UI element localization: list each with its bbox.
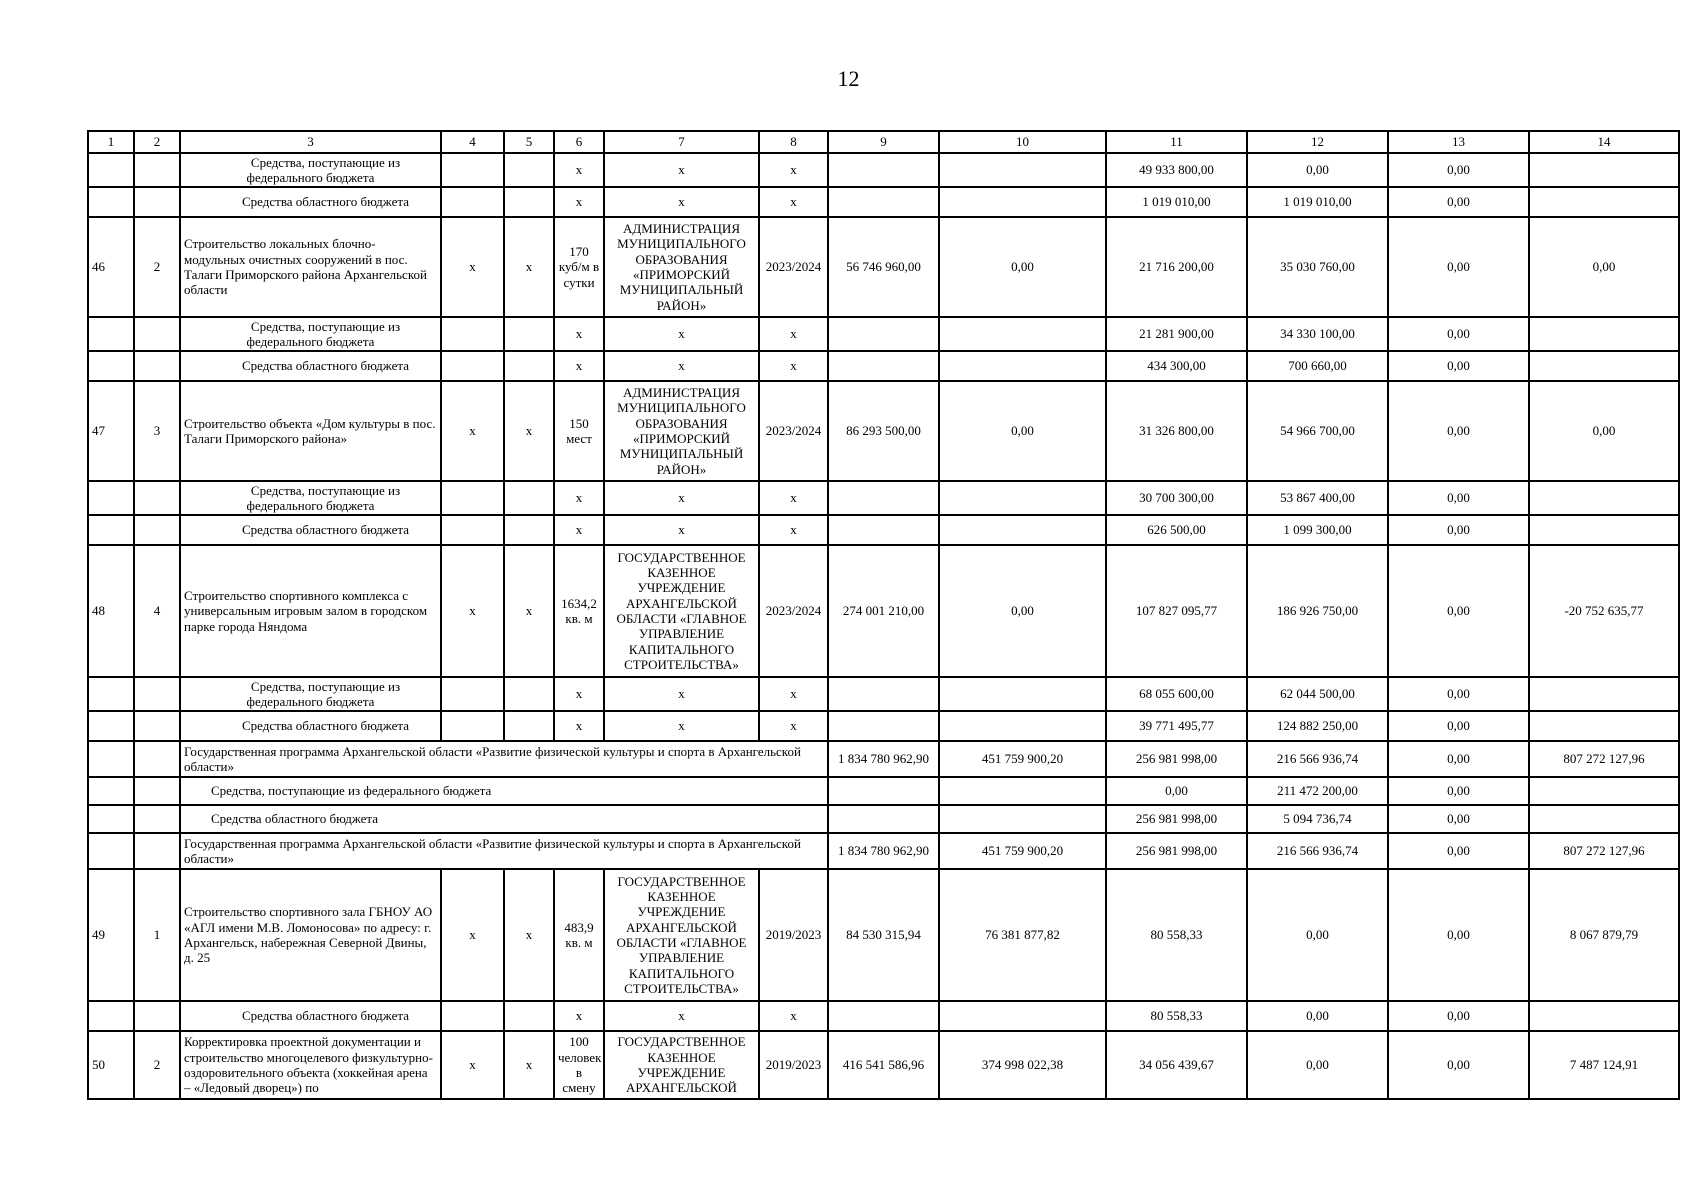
table-row (88, 187, 1679, 217)
cell-col-9: 416 541 586,96 (828, 1031, 939, 1099)
table-row (88, 217, 1679, 317)
object-name: Строительство объекта «Дом культуры в пос. Талаги Приморского района» (180, 381, 441, 481)
cell-col-4 (441, 711, 504, 741)
cell-col-2 (134, 711, 180, 741)
cell-col-14: 0,00 (1529, 381, 1679, 481)
cell-col-7: х (604, 1001, 759, 1031)
cell-col-14: -20 752 635,77 (1529, 545, 1679, 677)
cell-col-10 (939, 317, 1106, 351)
cell-col-13: 0,00 (1388, 1031, 1529, 1099)
table-row (88, 777, 1679, 805)
cell-col-5 (504, 677, 554, 711)
column-header-6: 6 (554, 131, 604, 153)
cell-col-13: 0,00 (1388, 777, 1529, 805)
cell-col-14: 8 067 879,79 (1529, 869, 1679, 1001)
cell-col-1 (88, 187, 134, 217)
cell-col-13: 0,00 (1388, 869, 1529, 1001)
cell-col-2 (134, 515, 180, 545)
cell-col-13: 0,00 (1388, 217, 1529, 317)
cell-col-5 (504, 711, 554, 741)
cell-col-9: 1 834 780 962,90 (828, 833, 939, 869)
cell-col-2 (134, 317, 180, 351)
table-row (88, 351, 1679, 381)
program-title: Государственная программа Архангельской области «Развитие физической культуры и спорта в Архангельской области» (180, 833, 828, 869)
cell-col-1 (88, 777, 134, 805)
cell-col-2 (134, 777, 180, 805)
cell-col-10: 451 759 900,20 (939, 833, 1106, 869)
cell-col-6: х (554, 515, 604, 545)
column-header-7: 7 (604, 131, 759, 153)
cell-col-4 (441, 153, 504, 187)
cell-col-11: 30 700 300,00 (1106, 481, 1247, 515)
cell-col-7: ГОСУДАРСТВЕННОЕ КАЗЕННОЕ УЧРЕЖДЕНИЕ АРХАНГЕЛЬСКОЙ ОБЛАСТИ «ГЛАВНОЕ УПРАВЛЕНИЕ КАПИТАЛЬНОГО СТРОИТЕЛЬСТВА» (604, 869, 759, 1001)
cell-col-12: 186 926 750,00 (1247, 545, 1388, 677)
cell-col-2: 2 (134, 1031, 180, 1099)
cell-col-2: 3 (134, 381, 180, 481)
cell-col-12: 124 882 250,00 (1247, 711, 1388, 741)
funding-source-label: Средства, поступающие из федерального бюджета (180, 677, 441, 711)
cell-col-7: х (604, 153, 759, 187)
cell-col-8: х (759, 153, 828, 187)
cell-col-5 (504, 187, 554, 217)
table-row (88, 481, 1679, 515)
cell-col-5 (504, 515, 554, 545)
cell-col-14 (1529, 481, 1679, 515)
cell-col-10: 0,00 (939, 545, 1106, 677)
cell-col-7: х (604, 481, 759, 515)
cell-col-1: 48 (88, 545, 134, 677)
cell-col-2 (134, 677, 180, 711)
cell-col-8: х (759, 711, 828, 741)
cell-col-1 (88, 317, 134, 351)
table-row (88, 1031, 1679, 1099)
cell-col-2 (134, 481, 180, 515)
cell-col-5 (504, 1001, 554, 1031)
table-row (88, 545, 1679, 677)
cell-col-14: 7 487 124,91 (1529, 1031, 1679, 1099)
column-header-10: 10 (939, 131, 1106, 153)
cell-col-13: 0,00 (1388, 545, 1529, 677)
table-row (88, 869, 1679, 1001)
cell-col-12: 216 566 936,74 (1247, 833, 1388, 869)
cell-col-4 (441, 187, 504, 217)
cell-col-9 (828, 777, 939, 805)
cell-col-8: х (759, 677, 828, 711)
program-title: Государственная программа Архангельской области «Развитие физической культуры и спорта в Архангельской области» (180, 741, 828, 777)
cell-col-13: 0,00 (1388, 677, 1529, 711)
cell-col-6: х (554, 317, 604, 351)
table-row (88, 711, 1679, 741)
object-name: Корректировка проектной документации и строительство многоцелевого физкультурно-оздоровительного объекта (хоккейная арена – «Ледовый дворец») по (180, 1031, 441, 1099)
cell-col-11: 31 326 800,00 (1106, 381, 1247, 481)
table-row (88, 741, 1679, 777)
cell-col-11: 34 056 439,67 (1106, 1031, 1247, 1099)
cell-col-10: 76 381 877,82 (939, 869, 1106, 1001)
cell-col-4 (441, 677, 504, 711)
cell-col-5 (504, 351, 554, 381)
cell-col-9 (828, 805, 939, 833)
cell-col-5: х (504, 1031, 554, 1099)
cell-col-13: 0,00 (1388, 481, 1529, 515)
table-row (88, 805, 1679, 833)
cell-col-7: ГОСУДАРСТВЕННОЕ КАЗЕННОЕ УЧРЕЖДЕНИЕ АРХАНГЕЛЬСКОЙ ОБЛАСТИ «ГЛАВНОЕ УПРАВЛЕНИЕ КАПИТАЛЬНОГО СТРОИТЕЛЬСТВА» (604, 545, 759, 677)
cell-col-9: 1 834 780 962,90 (828, 741, 939, 777)
column-header-13: 13 (1388, 131, 1529, 153)
table-row (88, 153, 1679, 187)
column-header-3: 3 (180, 131, 441, 153)
table-row (88, 515, 1679, 545)
cell-col-14: 0,00 (1529, 217, 1679, 317)
cell-col-8: 2019/2023 (759, 1031, 828, 1099)
table-row (88, 833, 1679, 869)
cell-col-8: 2023/2024 (759, 217, 828, 317)
cell-col-10: 0,00 (939, 217, 1106, 317)
cell-col-8: 2023/2024 (759, 381, 828, 481)
funding-source-label: Средства, поступающие из федерального бюджета (180, 777, 828, 805)
cell-col-13: 0,00 (1388, 833, 1529, 869)
cell-col-2: 1 (134, 869, 180, 1001)
cell-col-1: 49 (88, 869, 134, 1001)
cell-col-6: х (554, 481, 604, 515)
cell-col-10 (939, 711, 1106, 741)
object-name: Строительство локальных блочно-модульных очистных сооружений в пос. Талаги Приморского района Архангельской области (180, 217, 441, 317)
cell-col-10 (939, 805, 1106, 833)
cell-col-11: 21 716 200,00 (1106, 217, 1247, 317)
cell-col-10 (939, 351, 1106, 381)
cell-col-10 (939, 481, 1106, 515)
cell-col-14 (1529, 777, 1679, 805)
cell-col-11: 434 300,00 (1106, 351, 1247, 381)
cell-col-6: х (554, 187, 604, 217)
cell-col-14 (1529, 711, 1679, 741)
table-row (88, 677, 1679, 711)
cell-col-8: х (759, 351, 828, 381)
column-header-8: 8 (759, 131, 828, 153)
cell-col-1 (88, 805, 134, 833)
cell-col-11: 49 933 800,00 (1106, 153, 1247, 187)
cell-col-12: 211 472 200,00 (1247, 777, 1388, 805)
column-header-1: 1 (88, 131, 134, 153)
cell-col-9 (828, 711, 939, 741)
cell-col-11: 107 827 095,77 (1106, 545, 1247, 677)
cell-col-13: 0,00 (1388, 317, 1529, 351)
cell-col-11: 80 558,33 (1106, 1001, 1247, 1031)
cell-col-11: 626 500,00 (1106, 515, 1247, 545)
object-name: Строительство спортивного зала ГБНОУ АО «АГЛ имени М.В. Ломоносова» по адресу: г. Архангельск, набережная Северной Двины, д. 25 (180, 869, 441, 1001)
cell-col-14 (1529, 317, 1679, 351)
cell-col-5 (504, 481, 554, 515)
cell-col-2 (134, 833, 180, 869)
cell-col-10 (939, 677, 1106, 711)
cell-col-11: 256 981 998,00 (1106, 833, 1247, 869)
cell-col-12: 0,00 (1247, 153, 1388, 187)
column-header-2: 2 (134, 131, 180, 153)
funding-source-label: Средства областного бюджета (180, 187, 441, 217)
column-header-14: 14 (1529, 131, 1679, 153)
cell-col-6: х (554, 351, 604, 381)
cell-col-10: 374 998 022,38 (939, 1031, 1106, 1099)
cell-col-9: 274 001 210,00 (828, 545, 939, 677)
cell-col-1: 46 (88, 217, 134, 317)
cell-col-12: 1 019 010,00 (1247, 187, 1388, 217)
cell-col-10 (939, 153, 1106, 187)
cell-col-4 (441, 481, 504, 515)
cell-col-13: 0,00 (1388, 351, 1529, 381)
cell-col-6: х (554, 1001, 604, 1031)
cell-col-8: х (759, 187, 828, 217)
cell-col-14 (1529, 1001, 1679, 1031)
cell-col-4: х (441, 381, 504, 481)
cell-col-13: 0,00 (1388, 153, 1529, 187)
cell-col-12: 54 966 700,00 (1247, 381, 1388, 481)
cell-col-11: 256 981 998,00 (1106, 805, 1247, 833)
table-row (88, 1001, 1679, 1031)
cell-col-9 (828, 351, 939, 381)
cell-col-7: х (604, 677, 759, 711)
cell-col-6: 170 куб/м в сутки (554, 217, 604, 317)
cell-col-12: 216 566 936,74 (1247, 741, 1388, 777)
column-header-5: 5 (504, 131, 554, 153)
cell-col-9 (828, 677, 939, 711)
cell-col-5: х (504, 545, 554, 677)
cell-col-6: 150 мест (554, 381, 604, 481)
cell-col-8: 2019/2023 (759, 869, 828, 1001)
cell-col-14 (1529, 351, 1679, 381)
cell-col-5: х (504, 381, 554, 481)
cell-col-14 (1529, 515, 1679, 545)
cell-col-11: 68 055 600,00 (1106, 677, 1247, 711)
cell-col-13: 0,00 (1388, 711, 1529, 741)
funding-source-label: Средства областного бюджета (180, 805, 828, 833)
cell-col-9 (828, 187, 939, 217)
cell-col-12: 0,00 (1247, 1001, 1388, 1031)
cell-col-13: 0,00 (1388, 1001, 1529, 1031)
cell-col-9 (828, 515, 939, 545)
cell-col-11: 0,00 (1106, 777, 1247, 805)
cell-col-5 (504, 317, 554, 351)
cell-col-7: АДМИНИСТРАЦИЯ МУНИЦИПАЛЬНОГО ОБРАЗОВАНИЯ «ПРИМОРСКИЙ МУНИЦИПАЛЬНЫЙ РАЙОН» (604, 217, 759, 317)
cell-col-8: х (759, 317, 828, 351)
column-header-4: 4 (441, 131, 504, 153)
cell-col-2 (134, 153, 180, 187)
cell-col-10: 451 759 900,20 (939, 741, 1106, 777)
cell-col-1 (88, 515, 134, 545)
cell-col-4: х (441, 545, 504, 677)
cell-col-4 (441, 317, 504, 351)
cell-col-7: АДМИНИСТРАЦИЯ МУНИЦИПАЛЬНОГО ОБРАЗОВАНИЯ «ПРИМОРСКИЙ МУНИЦИПАЛЬНЫЙ РАЙОН» (604, 381, 759, 481)
column-header-11: 11 (1106, 131, 1247, 153)
cell-col-12: 34 330 100,00 (1247, 317, 1388, 351)
cell-col-7: х (604, 317, 759, 351)
cell-col-10: 0,00 (939, 381, 1106, 481)
header-row (88, 131, 1679, 153)
cell-col-12: 1 099 300,00 (1247, 515, 1388, 545)
cell-col-4 (441, 515, 504, 545)
cell-col-6: 483,9 кв. м (554, 869, 604, 1001)
cell-col-2 (134, 187, 180, 217)
cell-col-13: 0,00 (1388, 741, 1529, 777)
cell-col-4 (441, 1001, 504, 1031)
funding-source-label: Средства областного бюджета (180, 351, 441, 381)
cell-col-10 (939, 777, 1106, 805)
funding-source-label: Средства, поступающие из федерального бюджета (180, 317, 441, 351)
cell-col-9: 86 293 500,00 (828, 381, 939, 481)
cell-col-11: 39 771 495,77 (1106, 711, 1247, 741)
cell-col-9 (828, 481, 939, 515)
object-name: Строительство спортивного комплекса с универсальным игровым залом в городском парке города Няндома (180, 545, 441, 677)
cell-col-12: 0,00 (1247, 1031, 1388, 1099)
page-number: 12 (837, 66, 860, 91)
cell-col-8: х (759, 1001, 828, 1031)
cell-col-9 (828, 153, 939, 187)
cell-col-5: х (504, 217, 554, 317)
cell-col-13: 0,00 (1388, 381, 1529, 481)
cell-col-9: 56 746 960,00 (828, 217, 939, 317)
cell-col-9 (828, 1001, 939, 1031)
cell-col-1: 47 (88, 381, 134, 481)
cell-col-1 (88, 153, 134, 187)
funding-source-label: Средства, поступающие из федерального бюджета (180, 481, 441, 515)
cell-col-2 (134, 805, 180, 833)
cell-col-7: ГОСУДАРСТВЕННОЕ КАЗЕННОЕ УЧРЕЖДЕНИЕ АРХАНГЕЛЬСКОЙ (604, 1031, 759, 1099)
cell-col-1 (88, 833, 134, 869)
cell-col-6: х (554, 711, 604, 741)
cell-col-2: 4 (134, 545, 180, 677)
budget-table (87, 130, 1680, 1100)
cell-col-14: 807 272 127,96 (1529, 833, 1679, 869)
cell-col-11: 21 281 900,00 (1106, 317, 1247, 351)
cell-col-8: х (759, 515, 828, 545)
cell-col-5 (504, 153, 554, 187)
column-header-9: 9 (828, 131, 939, 153)
cell-col-7: х (604, 351, 759, 381)
cell-col-14 (1529, 187, 1679, 217)
cell-col-2 (134, 741, 180, 777)
cell-col-9 (828, 317, 939, 351)
cell-col-7: х (604, 187, 759, 217)
cell-col-13: 0,00 (1388, 187, 1529, 217)
cell-col-12: 0,00 (1247, 869, 1388, 1001)
cell-col-1: 50 (88, 1031, 134, 1099)
cell-col-6: х (554, 153, 604, 187)
cell-col-12: 53 867 400,00 (1247, 481, 1388, 515)
cell-col-13: 0,00 (1388, 805, 1529, 833)
cell-col-2: 2 (134, 217, 180, 317)
cell-col-14 (1529, 677, 1679, 711)
funding-source-label: Средства, поступающие из федерального бюджета (180, 153, 441, 187)
cell-col-1 (88, 711, 134, 741)
cell-col-8: х (759, 481, 828, 515)
funding-source-label: Средства областного бюджета (180, 1001, 441, 1031)
cell-col-10 (939, 515, 1106, 545)
funding-source-label: Средства областного бюджета (180, 515, 441, 545)
cell-col-1 (88, 481, 134, 515)
cell-col-14 (1529, 153, 1679, 187)
cell-col-6: 100 человек в смену (554, 1031, 604, 1099)
cell-col-12: 700 660,00 (1247, 351, 1388, 381)
cell-col-4: х (441, 869, 504, 1001)
cell-col-4: х (441, 217, 504, 317)
cell-col-2 (134, 1001, 180, 1031)
cell-col-5: х (504, 869, 554, 1001)
cell-col-11: 80 558,33 (1106, 869, 1247, 1001)
cell-col-14: 807 272 127,96 (1529, 741, 1679, 777)
cell-col-1 (88, 351, 134, 381)
cell-col-9: 84 530 315,94 (828, 869, 939, 1001)
cell-col-11: 1 019 010,00 (1106, 187, 1247, 217)
table-row (88, 317, 1679, 351)
cell-col-10 (939, 1001, 1106, 1031)
cell-col-7: х (604, 711, 759, 741)
cell-col-7: х (604, 515, 759, 545)
cell-col-13: 0,00 (1388, 515, 1529, 545)
cell-col-10 (939, 187, 1106, 217)
column-header-12: 12 (1247, 131, 1388, 153)
cell-col-1 (88, 741, 134, 777)
cell-col-2 (134, 351, 180, 381)
cell-col-1 (88, 1001, 134, 1031)
cell-col-4: х (441, 1031, 504, 1099)
cell-col-12: 35 030 760,00 (1247, 217, 1388, 317)
cell-col-14 (1529, 805, 1679, 833)
cell-col-1 (88, 677, 134, 711)
cell-col-8: 2023/2024 (759, 545, 828, 677)
cell-col-12: 5 094 736,74 (1247, 805, 1388, 833)
cell-col-4 (441, 351, 504, 381)
funding-source-label: Средства областного бюджета (180, 711, 441, 741)
cell-col-11: 256 981 998,00 (1106, 741, 1247, 777)
cell-col-12: 62 044 500,00 (1247, 677, 1388, 711)
table-row (88, 381, 1679, 481)
cell-col-6: 1634,2 кв. м (554, 545, 604, 677)
cell-col-6: х (554, 677, 604, 711)
